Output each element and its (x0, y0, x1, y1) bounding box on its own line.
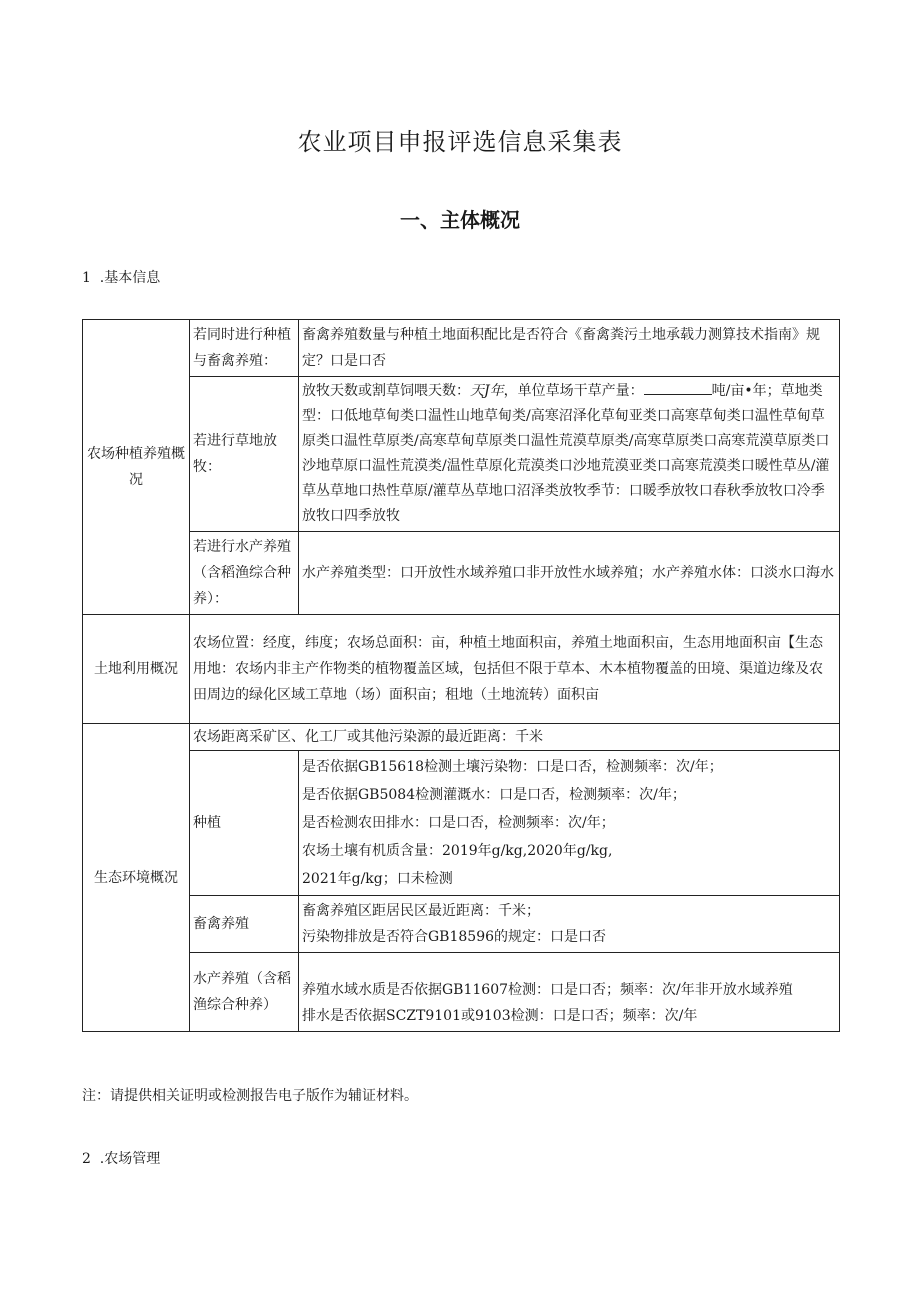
farm-overview-label: 农场种植养殖概况 (83, 320, 190, 615)
table-row (83, 532, 840, 615)
row-content: 水产养殖类型：口开放性水域养殖口非开放性水域养殖；水产养殖水体：口淡水口海水 (299, 532, 840, 615)
pollution-distance: 农场距离采矿区、化工厂或其他污染源的最近距离：千米 (190, 724, 840, 751)
row-label: 若同时进行种植与畜禽养殖： (190, 320, 299, 377)
section-heading: 一、主体概况 (400, 208, 520, 232)
table-row (83, 320, 840, 377)
subsection-basic-info: 1 .基本信息 (82, 270, 161, 286)
row-label: 若进行水产养殖（含稻渔综合种养）： (190, 532, 299, 615)
footnote: 注：请提供相关证明或检测报告电子版作为辅证材料。 (82, 1088, 418, 1104)
row-content: 畜禽养殖数量与种植土地面积配比是否符合《畜禽粪污土地承载力测算技术指南》规定？口是口否 (299, 320, 840, 377)
planting-label: 种植 (190, 751, 299, 896)
table-row (83, 615, 840, 724)
table-row (83, 953, 840, 1032)
blank-field (644, 380, 712, 395)
table-row (83, 724, 840, 751)
land-use-content: 农场位置：经度，纬度；农场总面积：亩，种植土地面积亩，养殖土地面积亩，生态用地面积亩【生态用地：农场内非主产作物类的植物覆盖区域，包括但不限于草本、木本植物覆盖的田境、渠道边缘及农田周边的绿化区域工草地（场）面积亩；租地（土地流转）面积亩 (190, 615, 840, 724)
aquaculture-label: 水产养殖（含稻渔综合种养） (190, 953, 299, 1032)
aquaculture-content: 养殖水域水质是否依据GB11607检测：口是口否；频率：次/年非开放水域养殖 排水是否依据SCZT9101或9103检测：口是口否；频率：次/年 (299, 953, 840, 1032)
row-label: 若进行草地放牧： (190, 377, 299, 532)
planting-content: 是否依据GB15618检测土壤污染物：口是口否，检测频率：次/年； 是否依据GB5084检测灌溉水：口是口否，检测频率：次/年； 是否检测农田排水：口是口否，检测频率：次/年； 农场土壤有机质含量：2019年g/kg,2020年g/kg, 2021年g/kg；口未检测 (299, 751, 840, 896)
livestock-content: 畜禽养殖区距居民区最近距离：千米； 污染物排放是否符合GB18596的规定：口是口否 (299, 896, 840, 953)
info-table (82, 319, 840, 1032)
table-row (83, 896, 840, 953)
land-use-label: 土地利用概况 (83, 615, 190, 724)
document-title: 农业项目申报评选信息采集表 (297, 128, 623, 156)
livestock-label: 畜禽养殖 (190, 896, 299, 953)
table-row (83, 377, 840, 532)
grazing-content: 放牧天数或割草饲喂天数：天J年，单位草场干草产量： 吨/亩•年；草地类型：口低地草甸类口温性山地草甸类/高寒沼泽化草甸亚类口高寒草甸类口温性草甸草原类口温性草原类/高寒草甸草原类口温性荒漠草原类/高寒草原类口高寒荒漠草原类口沙地草原口温性荒漠类/温性草原化荒漠类口沙地荒漠亚类口高寒荒漠类口暖性草丛/灌草丛草地口热性草原/灌草丛草地口沼泽类放牧季节：口暖季放牧口春秋季放牧口冷季放牧口四季放牧 (299, 377, 840, 532)
subsection-farm-management: 2 .农场管理 (82, 1151, 161, 1167)
eco-env-label: 生态环境概况 (83, 724, 190, 1032)
table-row (83, 751, 840, 896)
